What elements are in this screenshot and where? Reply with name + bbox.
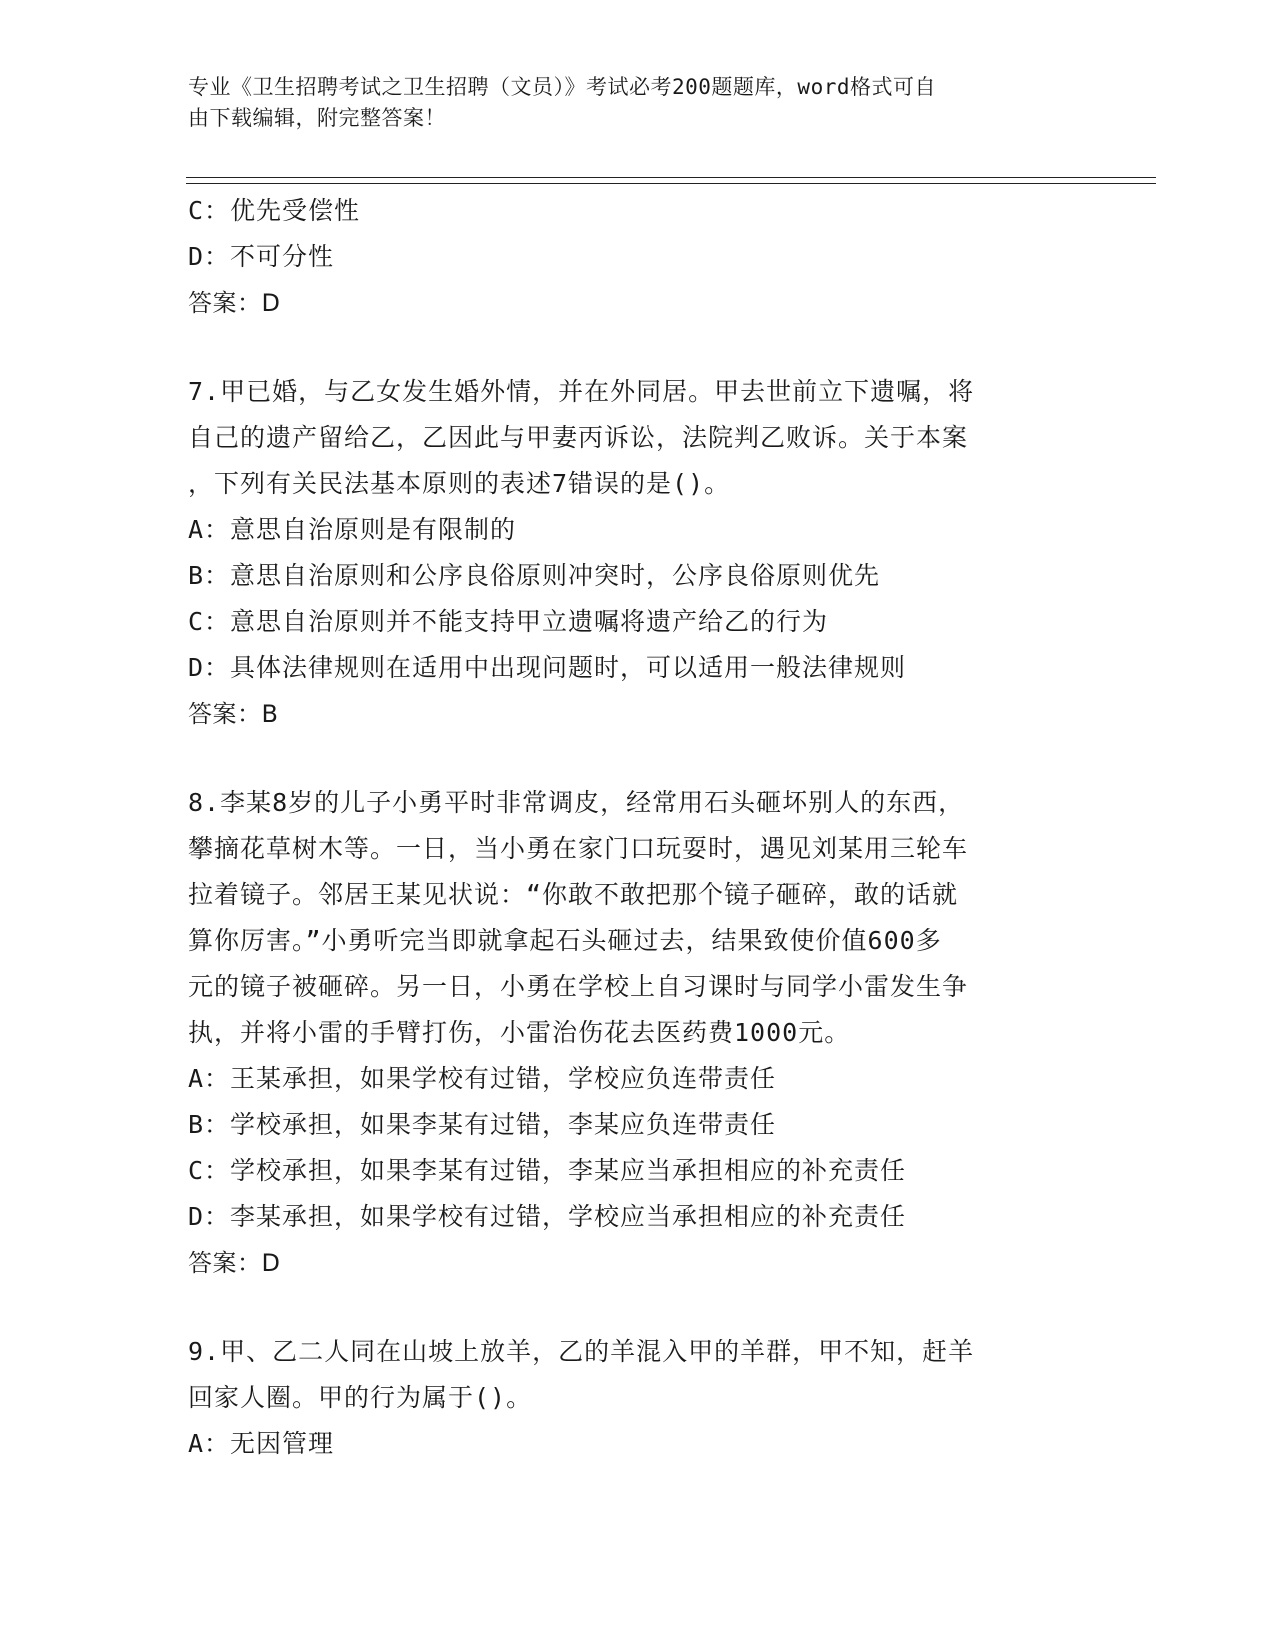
question-stem-line: ，下列有关民法基本原则的表述7错误的是()。 [188,469,731,498]
header-line-1: 专业《卫生招聘考试之卫生招聘（文员）》考试必考200题题库，word格式可自 [188,75,936,99]
question-stem-line: 拉着镜子。邻居王某见状说：“你敢不敢把那个镜子砸碎，敢的话就 [188,880,959,909]
question-stem-line: 自己的遗产留给乙，乙因此与甲妻丙诉讼，法院判乙败诉。关于本案 [188,423,969,452]
option-d: D：具体法律规则在适用中出现问题时，可以适用一般法律规则 [188,653,907,682]
answer-line: 答案：B [188,700,279,728]
option-d: D：不可分性 [188,242,335,271]
option-c: C：意思自治原则并不能支持甲立遗嘱将遗产给乙的行为 [188,607,829,636]
header-divider-top [186,177,1156,178]
question-6-tail [188,188,1068,326]
question-stem-line: 攀摘花草树木等。一日，当小勇在家门口玩耍时，遇见刘某用三轮车 [188,834,969,863]
option-c: C：学校承担，如果李某有过错，李某应当承担相应的补充责任 [188,1156,907,1185]
document-body [188,188,1068,1467]
question-stem-line: 7.甲已婚，与乙女发生婚外情，并在外同居。甲去世前立下遗嘱，将 [188,377,975,406]
option-b: B：学校承担，如果李某有过错，李某应负连带责任 [188,1110,777,1139]
header-line-2: 由下载编辑，附完整答案！ [188,106,446,130]
question-8 [188,780,1068,1286]
question-stem-line: 8.李某8岁的儿子小勇平时非常调皮，经常用石头砸坏别人的东西， [188,788,965,817]
question-stem-line: 9.甲、乙二人同在山坡上放羊，乙的羊混入甲的羊群，甲不知，赶羊 [188,1337,975,1366]
answer-line: 答案：D [188,1249,281,1277]
option-a: A：王某承担，如果学校有过错，学校应负连带责任 [188,1064,777,1093]
option-a: A：意思自治原则是有限制的 [188,515,517,544]
question-stem-line: 回家人圈。甲的行为属于()。 [188,1383,533,1412]
document-header [188,72,1068,134]
question-9 [188,1329,1068,1467]
answer-line: 答案：D [188,289,281,317]
option-b: B：意思自治原则和公序良俗原则冲突时，公序良俗原则优先 [188,561,881,590]
question-7 [188,369,1068,737]
question-stem-line: 元的镜子被砸碎。另一日，小勇在学校上自习课时与同学小雷发生争 [188,972,969,1001]
option-a: A：无因管理 [188,1429,335,1458]
option-c: C：优先受偿性 [188,196,361,225]
header-divider-bottom [186,183,1156,184]
question-stem-line: 执，并将小雷的手臂打伤，小雷治伤花去医药费1000元。 [188,1018,851,1047]
question-stem-line: 算你厉害。”小勇听完当即就拿起石头砸过去，结果致使价值600多 [188,926,942,955]
option-d: D：李某承担，如果学校有过错，学校应当承担相应的补充责任 [188,1202,907,1231]
